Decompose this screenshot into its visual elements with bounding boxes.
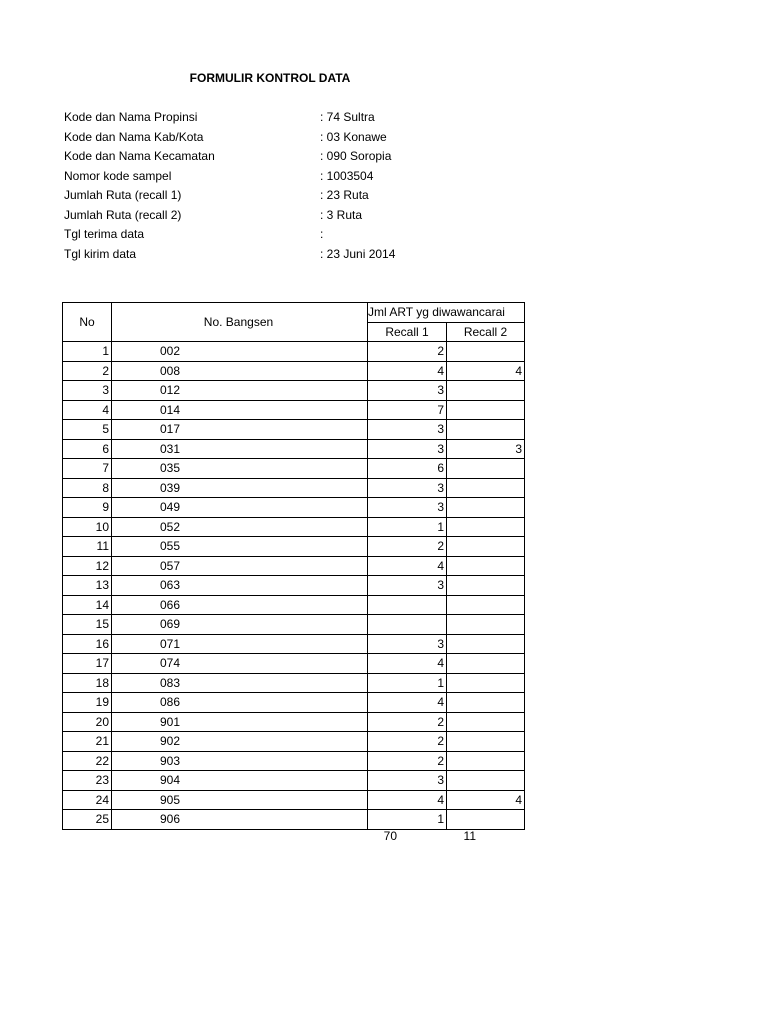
info-label: Jumlah Ruta (recall 1) [64,188,182,202]
info-row [64,245,564,265]
cell-no: 22 [63,751,112,771]
cell-bangsen: 086 [112,693,368,713]
table-row [63,810,525,830]
cell-bangsen: 031 [112,439,368,459]
total-recall-1: 70 [383,829,397,843]
cell-bangsen: 055 [112,537,368,557]
info-value: : 1003504 [320,168,374,183]
info-value: : 090 Soropia [320,149,392,163]
cell-recall-1: 2 [368,342,447,362]
info-row [64,206,564,226]
table-row [63,342,525,362]
cell-bangsen: 901 [112,712,368,732]
table-row [63,459,525,479]
table-row [63,673,525,693]
cell-no: 19 [63,693,112,713]
cell-no: 20 [63,712,112,732]
cell-recall-1: 3 [368,771,447,791]
cell-bangsen: 905 [112,790,368,810]
cell-recall-1: 4 [368,693,447,713]
cell-no: 11 [63,537,112,557]
table-row [63,498,525,518]
info-row [64,147,564,167]
cell-no: 18 [63,673,112,693]
cell-recall-1: 1 [368,810,447,830]
form-title: FORMULIR KONTROL DATA [189,71,351,85]
cell-bangsen: 012 [112,381,368,401]
cell-recall-1: 4 [368,654,447,674]
cell-recall-1: 2 [368,732,447,752]
table-row [63,712,525,732]
cell-recall-1: 2 [368,712,447,732]
cell-bangsen: 066 [112,595,368,615]
cell-recall-1: 4 [368,361,447,381]
cell-recall-1: 2 [368,537,447,557]
cell-recall-1: 3 [368,498,447,518]
table-row [63,517,525,537]
info-label: Jumlah Ruta (recall 2) [64,207,182,222]
header-no: No [63,303,112,342]
info-row [64,186,564,206]
table-row [63,634,525,654]
cell-bangsen: 063 [112,576,368,596]
cell-recall-1 [368,595,447,615]
cell-no: 6 [63,439,112,459]
cell-recall-2 [447,595,525,615]
cell-bangsen: 014 [112,400,368,420]
header-recall-1: Recall 1 [368,322,447,342]
table-row [63,537,525,557]
cell-recall-2 [447,771,525,791]
cell-bangsen: 069 [112,615,368,635]
cell-recall-1 [368,615,447,635]
cell-recall-1: 3 [368,381,447,401]
cell-bangsen: 017 [112,420,368,440]
info-value: : 23 Ruta [320,188,369,202]
cell-recall-2 [447,810,525,830]
data-table [62,302,525,830]
info-row [64,128,564,148]
cell-recall-1: 1 [368,517,447,537]
cell-no: 1 [63,342,112,362]
cell-bangsen: 903 [112,751,368,771]
cell-no: 16 [63,634,112,654]
cell-recall-2 [447,342,525,362]
info-section [64,108,564,264]
cell-bangsen: 074 [112,654,368,674]
cell-bangsen: 906 [112,810,368,830]
cell-no: 10 [63,517,112,537]
cell-recall-2 [447,654,525,674]
cell-recall-2 [447,400,525,420]
table-row [63,732,525,752]
cell-bangsen: 904 [112,771,368,791]
info-label: Tgl kirim data [64,246,137,261]
cell-recall-2 [447,693,525,713]
cell-no: 23 [63,771,112,791]
cell-recall-1: 1 [368,673,447,693]
cell-recall-2 [447,459,525,479]
cell-no: 12 [63,556,112,576]
cell-recall-1: 4 [368,556,447,576]
cell-recall-2 [447,537,525,557]
cell-no: 7 [63,459,112,479]
table-body [63,342,525,830]
cell-recall-2 [447,673,525,693]
cell-bangsen: 035 [112,459,368,479]
info-label: Kode dan Nama Propinsi [64,110,198,124]
info-value: : 03 Konawe [320,129,387,144]
cell-recall-1: 3 [368,478,447,498]
cell-bangsen: 039 [112,478,368,498]
info-row [64,167,564,187]
header-bangsen: No. Bangsen [112,303,368,342]
table-row [63,751,525,771]
cell-recall-2 [447,478,525,498]
table-row [63,400,525,420]
info-label: Nomor kode sampel [64,168,172,183]
cell-recall-1: 3 [368,576,447,596]
info-value: : 3 Ruta [320,207,363,222]
cell-no: 21 [63,732,112,752]
table-row [63,361,525,381]
cell-bangsen: 071 [112,634,368,654]
table-row [63,790,525,810]
info-label: Kode dan Nama Kab/Kota [64,129,204,144]
cell-recall-2 [447,751,525,771]
cell-recall-1: 3 [368,420,447,440]
cell-recall-2 [447,498,525,518]
cell-recall-2: 3 [447,439,525,459]
cell-bangsen: 057 [112,556,368,576]
cell-recall-2 [447,556,525,576]
cell-recall-2 [447,576,525,596]
info-value: : 74 Sultra [320,110,375,124]
table-row [63,478,525,498]
cell-recall-1: 4 [368,790,447,810]
info-row [64,108,564,128]
table-row [63,595,525,615]
cell-recall-2: 4 [447,790,525,810]
cell-no: 25 [63,810,112,830]
info-label: Kode dan Nama Kecamatan [64,149,215,163]
table-row [63,771,525,791]
cell-recall-1: 7 [368,400,447,420]
cell-recall-2 [447,420,525,440]
cell-recall-2: 4 [447,361,525,381]
table-row [63,576,525,596]
cell-bangsen: 049 [112,498,368,518]
cell-no: 24 [63,790,112,810]
cell-recall-1: 6 [368,459,447,479]
table-row [63,615,525,635]
cell-recall-2 [447,634,525,654]
cell-recall-2 [447,732,525,752]
total-recall-2: 11 [463,829,476,843]
table-row [63,420,525,440]
cell-no: 9 [63,498,112,518]
cell-recall-1: 3 [368,634,447,654]
table-row [63,439,525,459]
info-value: : 23 Juni 2014 [320,246,396,261]
cell-recall-1: 3 [368,439,447,459]
cell-recall-2 [447,517,525,537]
info-label: Tgl terima data [64,227,145,241]
cell-no: 13 [63,576,112,596]
table-row [63,654,525,674]
cell-no: 17 [63,654,112,674]
table-row [63,381,525,401]
cell-bangsen: 052 [112,517,368,537]
header-recall-2: Recall 2 [447,322,525,342]
cell-no: 5 [63,420,112,440]
cell-recall-2 [447,381,525,401]
cell-recall-2 [447,712,525,732]
cell-bangsen: 902 [112,732,368,752]
cell-no: 15 [63,615,112,635]
info-value: : [320,227,324,241]
cell-no: 2 [63,361,112,381]
cell-no: 14 [63,595,112,615]
cell-no: 3 [63,381,112,401]
cell-no: 4 [63,400,112,420]
cell-bangsen: 008 [112,361,368,381]
header-group: Jml ART yg diwawancarai [368,303,525,323]
cell-no: 8 [63,478,112,498]
cell-recall-1: 2 [368,751,447,771]
table-row [63,693,525,713]
cell-bangsen: 002 [112,342,368,362]
table-row [63,556,525,576]
cell-recall-2 [447,615,525,635]
info-row [64,225,564,245]
cell-bangsen: 083 [112,673,368,693]
